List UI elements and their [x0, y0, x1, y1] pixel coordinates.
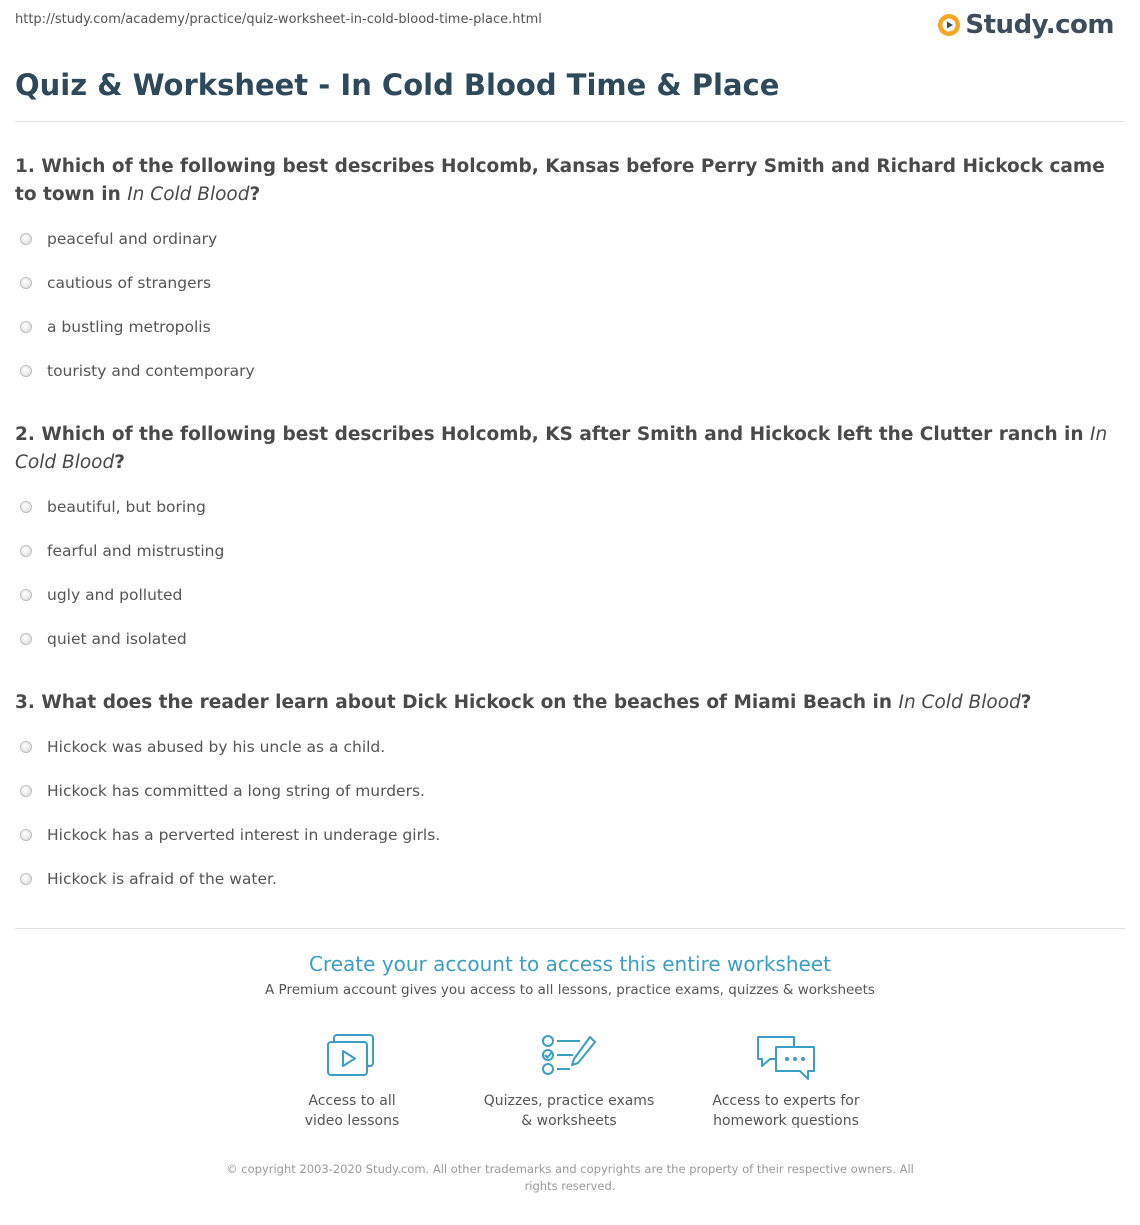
question-number: 3.: [15, 692, 35, 713]
question-text: Which of the following best describes Holcomb, Kansas before Perry Smith and Richard Hickock came to town in: [15, 156, 1105, 205]
quiz-checklist-icon: [540, 1033, 598, 1079]
radio-button[interactable]: [20, 589, 32, 601]
radio-button[interactable]: [20, 233, 32, 245]
answer-option[interactable]: [20, 318, 255, 362]
feature-label-line: Access to experts for: [712, 1093, 860, 1109]
study-logo[interactable]: [937, 8, 1114, 42]
answer-option[interactable]: [20, 498, 224, 542]
option-label: Hickock has a perverted interest in underage girls.: [47, 826, 441, 844]
question-1-options: [20, 230, 255, 406]
book-title: In Cold Blood: [898, 692, 1021, 713]
option-label: Hickock is afraid of the water.: [47, 870, 277, 888]
radio-button[interactable]: [20, 829, 32, 841]
option-label: fearful and mistrusting: [47, 542, 225, 560]
feature-label-line: homework questions: [713, 1113, 859, 1129]
radio-button[interactable]: [20, 277, 32, 289]
feature-video-lessons: [257, 1033, 447, 1131]
answer-option[interactable]: [20, 274, 255, 318]
option-label: beautiful, but boring: [47, 498, 206, 516]
video-lessons-icon: [325, 1033, 379, 1079]
question-mark: ?: [249, 184, 261, 205]
chat-bubbles-icon: [754, 1033, 818, 1085]
radio-button[interactable]: [20, 785, 32, 797]
option-label: a bustling metropolis: [47, 318, 211, 336]
radio-button[interactable]: [20, 321, 32, 333]
radio-button[interactable]: [20, 633, 32, 645]
page-url: http://study.com/academy/practice/quiz-worksheet-in-cold-blood-time-place.html: [15, 12, 542, 27]
question-2: [15, 421, 1120, 477]
option-label: Hickock has committed a long string of murders.: [47, 782, 425, 800]
radio-button[interactable]: [20, 741, 32, 753]
option-label: ugly and polluted: [47, 586, 183, 604]
play-icon: [937, 13, 961, 37]
answer-option[interactable]: [20, 870, 440, 914]
answer-option[interactable]: [20, 586, 224, 630]
option-label: quiet and isolated: [47, 630, 187, 648]
title-divider: [15, 121, 1125, 122]
answer-option[interactable]: [20, 230, 255, 274]
page-title: Quiz & Worksheet - In Cold Blood Time & Place: [15, 68, 780, 102]
option-label: Hickock was abused by his uncle as a child.: [47, 738, 386, 756]
logo-text: Study.com: [965, 10, 1114, 40]
question-1: [15, 153, 1120, 209]
answer-option[interactable]: [20, 826, 440, 870]
feature-label-line: video lessons: [304, 1113, 400, 1129]
radio-button[interactable]: [20, 873, 32, 885]
radio-button[interactable]: [20, 545, 32, 557]
question-2-options: [20, 498, 224, 674]
question-mark: ?: [1020, 692, 1032, 713]
answer-option[interactable]: [20, 738, 440, 782]
option-label: touristy and contemporary: [47, 362, 255, 380]
feature-quizzes: [474, 1033, 664, 1131]
book-title: In Cold Blood: [127, 184, 250, 205]
radio-button[interactable]: [20, 501, 32, 513]
book-title: In Cold Blood: [15, 424, 1108, 473]
radio-button[interactable]: [20, 365, 32, 377]
question-text: Which of the following best describes Holcomb, KS after Smith and Hickock left the Clutter ranch in: [41, 424, 1084, 445]
question-3: [15, 689, 1120, 717]
copyright-text: © copyright 2003-2020 Study.com. All other trademarks and copyrights are the property of their respective owners. All rights reserved.: [226, 1162, 914, 1193]
option-label: cautious of strangers: [47, 274, 212, 292]
cta-divider: [15, 928, 1125, 929]
answer-option[interactable]: [20, 782, 440, 826]
question-mark: ?: [114, 452, 125, 473]
feature-label-line: Access to all: [308, 1093, 396, 1109]
option-label: peaceful and ordinary: [47, 230, 218, 248]
answer-option[interactable]: [20, 362, 255, 406]
question-number: 2.: [15, 424, 35, 445]
answer-option[interactable]: [20, 630, 224, 674]
cta-heading[interactable]: Create your account to access this entire worksheet: [309, 952, 831, 976]
question-3-options: [20, 738, 440, 914]
feature-label-line: & worksheets: [521, 1113, 617, 1129]
answer-option[interactable]: [20, 542, 224, 586]
question-number: 1.: [15, 156, 35, 177]
feature-experts: [691, 1033, 881, 1131]
question-text: What does the reader learn about Dick Hickock on the beaches of Miami Beach in: [41, 692, 893, 713]
cta-subheading: A Premium account gives you access to all lessons, practice exams, quizzes & worksheets: [265, 982, 875, 998]
feature-label-line: Quizzes, practice exams: [483, 1093, 655, 1109]
